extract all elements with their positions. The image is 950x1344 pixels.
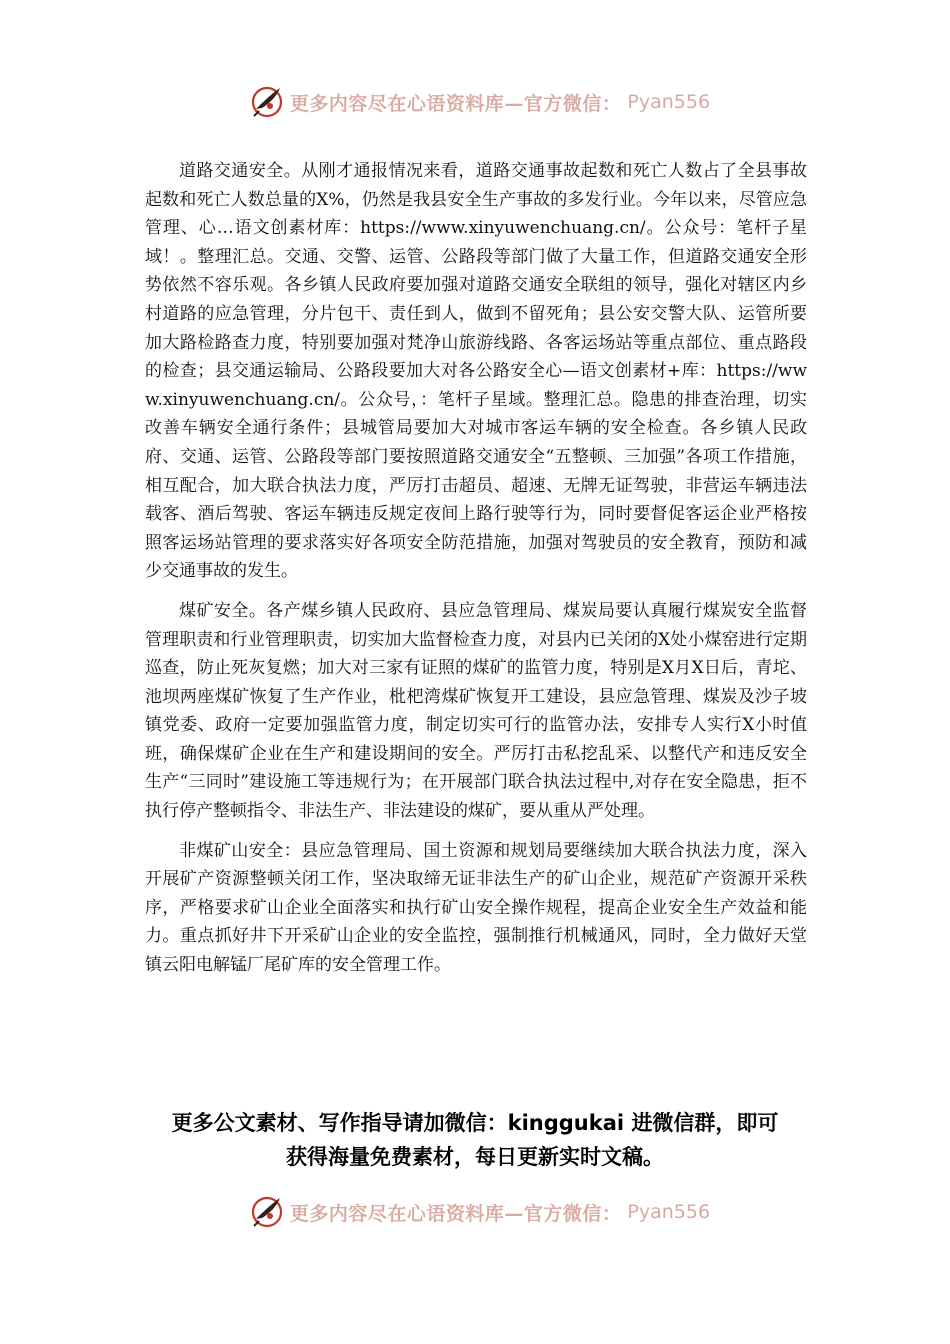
promo-line-1: 更多公文素材、写作指导请加微信：kinggukai 进微信群，即可 [171,1111,779,1135]
banner-text: 更多内容尽在心语资料库—官方微信： [289,92,622,115]
quill-logo-icon [250,1195,284,1229]
header-banner [0,82,950,122]
paragraph-non-coal-mine-safety: 非煤矿山安全：县应急管理局、国土资源和规划局要继续加大联合执法力度，深入开展矿产资源整顿关闭工作，坚决取缔无证非法生产的矿山企业，规范矿产资源开采秩序，严格要求矿山企业全面落实和执行矿山安全操作规程，提高企业安全生产效益和能力。重点抓好井下开采矿山企业的安全监控，强制推行机械通风，同时，全力做好天堂镇云阳电解锰厂尾矿库的安全管理工作。 [145,840,807,976]
banner-wechat-id: Pyan556 [627,91,711,113]
banner-wechat-id: Pyan556 [627,1201,711,1223]
paragraph-coal-mine-safety: 煤矿安全。各产煤乡镇人民政府、县应急管理局、煤炭局要认真履行煤炭安全监督管理职责和行业管理职责，切实加大监督检查力度，对县内已关闭的X处小煤窑进行定期巡查，防止死灰复燃；加大对三家有证照的煤矿的监管力度，特别是X月X日后，青坨、池坝两座煤矿恢复了生产作业，枇杷湾煤矿恢复开工建设，县应急管理、煤炭及沙子坡镇党委、政府一定要加强监管力度，制定切实可行的监管办法，安排专人实行X小时值班，确保煤矿企业在生产和建设期间的安全。严厉打击私挖乱采、以整代产和违反安全生产“三同时”建设施工等违规行为；在开展部门联合执法过程中,对存在安全隐患，拒不执行停产整顿指令、非法生产、非法建设的煤矿，要从重从严处理。 [145,600,807,822]
promo-notice [130,1106,820,1174]
footer-banner [0,1192,950,1232]
document-body [145,157,807,991]
banner-text: 更多内容尽在心语资料库—官方微信： [289,1202,622,1225]
promo-line-2: 获得海量免费素材，每日更新实时文稿。 [286,1145,664,1169]
quill-logo-icon [250,85,284,119]
paragraph-road-safety: 道路交通安全。从刚才通报情况来看，道路交通事故起数和死亡人数占了全县事故起数和死亡人数总量的X%，仍然是我县安全生产事故的多发行业。今年以来，尽管应急管理、心…语文创素材库：https://www.xinyuwenchuang.cn/。公众号：笔杆子星域！。整理汇总。交通、交警、运管、公路段等部门做了大量工作，但道路交通安全形势依然不容乐观。各乡镇人民政府要加强对道路交通安全联组的领导，强化对辖区内乡村道路的应急管理，分片包干、责任到人，做到不留死角；县公安交警大队、运管所要加大路检路查力度，特别要加强对梵净山旅游线路、各客运场站等重点部位、重点路段的检查；县交通运输局、公路段要加大对各公路安全心—语文创素材+库：https://www.xinyuwenchuang.cn/。公众号，：笔杆子星域。整理汇总。隐患的排查治理，切实改善车辆安全通行条件；县城管局要加大对城市客运车辆的安全检查。各乡镇人民政府、交通、运管、公路段等部门要按照道路交通安全“五整顿、三加强”各项工作措施，相互配合，加大联合执法力度，严厉打击超员、超速、无牌无证驾驶，非营运车辆违法载客、酒后驾驶、客运车辆违反规定夜间上路行驶等行为，同时要督促客运企业严格按照客运场站管理的要求落实好各项安全防范措施，加强对驾驶员的安全教育，预防和减少交通事故的发生。 [145,161,807,582]
